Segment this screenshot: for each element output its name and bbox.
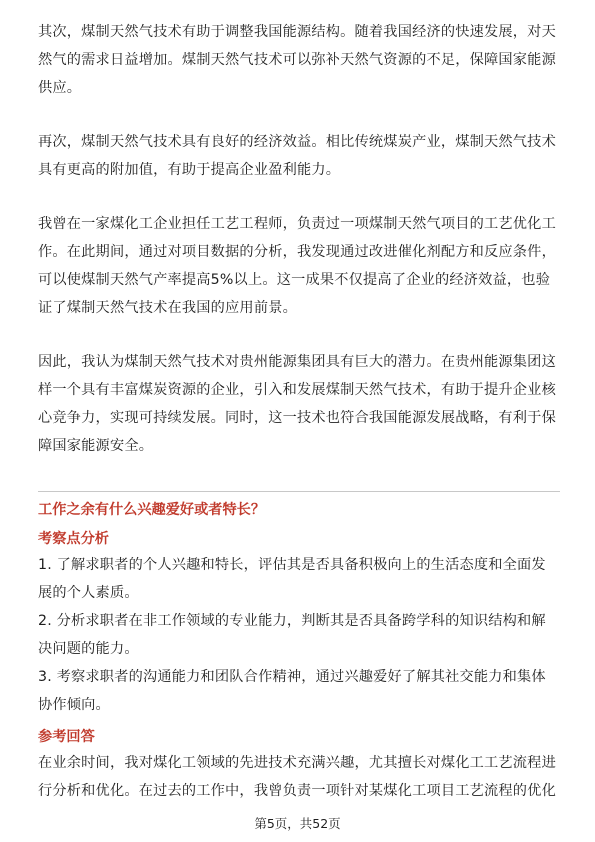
- paragraph-3: 我曾在一家煤化工企业担任工艺工程师，负责过一项煤制天然气项目的工艺优化工作。在此期间，通过对项目数据的分析，我发现通过改进催化剂配方和反应条件，可以使煤制天然气产率提高5%以上。这一成果不仅提高了企业的经济效益，也验证了煤制天然气技术在我国的应用前景。: [38, 216, 556, 316]
- analysis-item: 3. 考察求职者的沟通能力和团队合作精神，通过兴趣爱好了解其社交能力和集体协作倾向。: [38, 669, 546, 713]
- paragraph-2: 再次，煤制天然气技术具有良好的经济效益。相比传统煤炭产业，煤制天然气技术具有更高的附加值，有助于提高企业盈利能力。: [38, 134, 556, 178]
- answer-text: 在业余时间，我对煤化工领域的先进技术充满兴趣，尤其擅长对煤化工工艺流程进行分析和优化。在过去的工作中，我曾负责一项针对某煤化工项目工艺流程的优化: [38, 755, 556, 799]
- question-block: [38, 527, 560, 805]
- analysis-title: 考察点分析: [38, 531, 109, 547]
- analysis-list: [38, 551, 560, 719]
- question-title: 工作之余有什么兴趣爱好或者特长？: [38, 502, 266, 518]
- document-body: [38, 18, 560, 460]
- paragraph-4: 因此，我认为煤制天然气技术对贵州能源集团具有巨大的潜力。在贵州能源集团这样一个具有丰富煤炭资源的企业，引入和发展煤制天然气技术，有助于提升企业核心竞争力，实现可持续发展。同时，这一技术也符合我国能源发展战略，有利于保障国家能源安全。: [38, 354, 556, 454]
- page-number: 第5页，共52页: [254, 816, 341, 831]
- section-divider: [38, 491, 560, 492]
- analysis-item: 2. 分析求职者在非工作领域的专业能力，判断其是否具备跨学科的知识结构和解决问题的能力。: [38, 613, 546, 657]
- analysis-item: 1. 了解求职者的个人兴趣和特长，评估其是否具备积极向上的生活态度和全面发展的个人素质。: [38, 557, 546, 601]
- answer-title: 参考回答: [38, 729, 95, 745]
- paragraph-1: 其次，煤制天然气技术有助于调整我国能源结构。随着我国经济的快速发展，对天然气的需求日益增加。煤制天然气技术可以弥补天然气资源的不足，保障国家能源供应。: [38, 24, 556, 96]
